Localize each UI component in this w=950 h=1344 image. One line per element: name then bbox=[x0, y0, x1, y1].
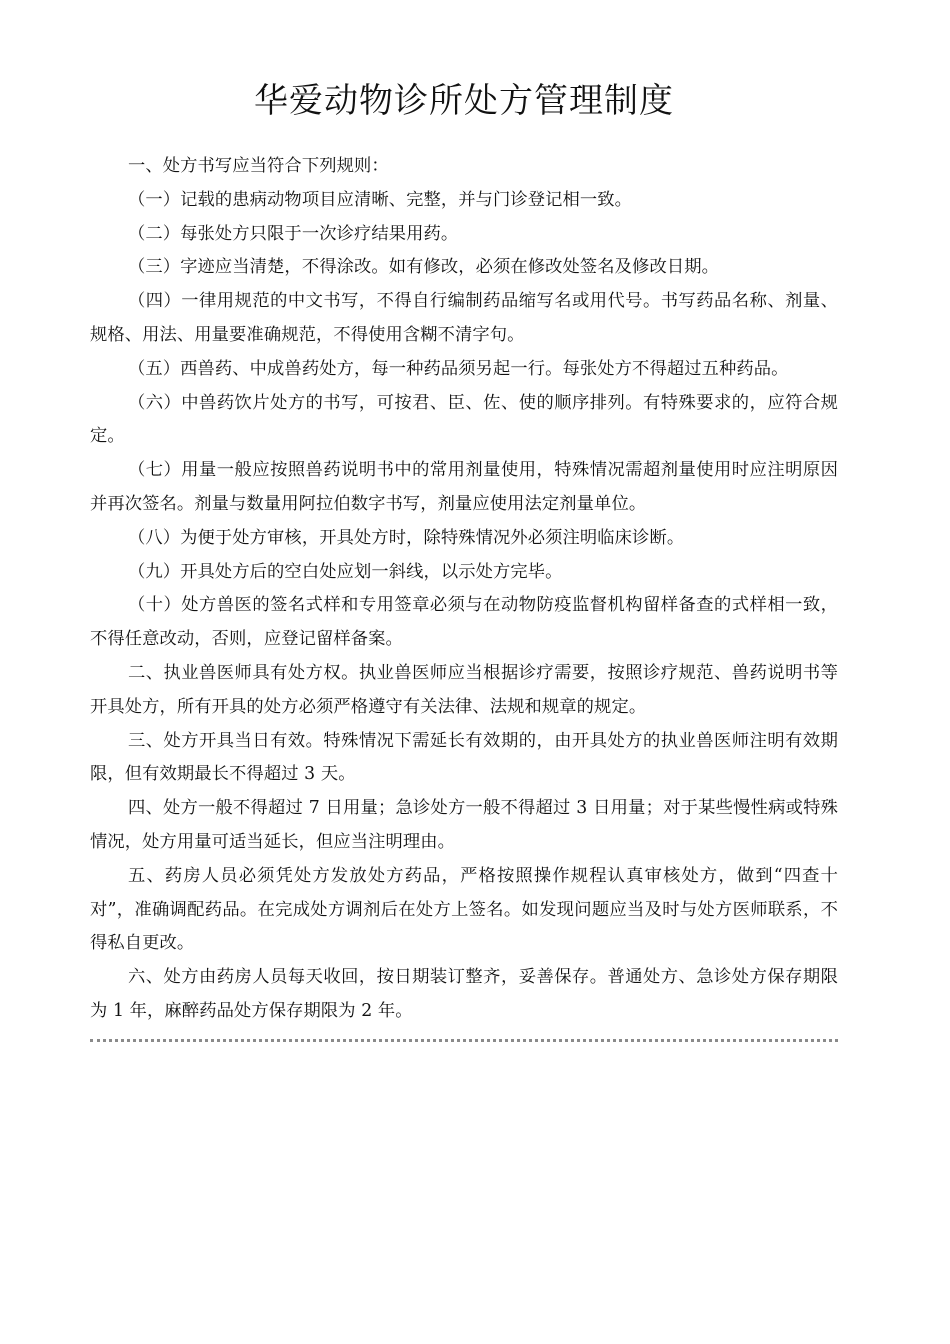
rule-item-10: （十）处方兽医的签名式样和专用签章必须与在动物防疫监督机构留样备查的式样相一致，不得任意改动，否则，应登记留样备案。 bbox=[90, 595, 838, 650]
rule-item-4: （四）一律用规范的中文书写，不得自行编制药品缩写名或用代号。书写药品名称、剂量、规格、用法、用量要准确规范，不得使用含糊不清字句。 bbox=[90, 291, 838, 345]
rule-item-5: （五）西兽药、中成兽药处方，每一种药品须另起一行。每张处方不得超过五种药品。 bbox=[128, 358, 789, 379]
section-4: 四、处方一般不得超过 7 日用量；急诊处方一般不得超过 3 日用量；对于某些慢性病或特殊情况，处方用量可适当延长，但应当注明理由。 bbox=[90, 798, 838, 852]
rule-item-6: （六）中兽药饮片处方的书写，可按君、臣、佐、使的顺序排列。有特殊要求的，应符合规定。 bbox=[90, 392, 838, 447]
section-3: 三、处方开具当日有效。特殊情况下需延长有效期的，由开具处方的执业兽医师注明有效期限，但有效期最长不得超过 3 天。 bbox=[90, 730, 838, 785]
rule-item-2: （二）每张处方只限于一次诊疗结果用药。 bbox=[128, 223, 459, 244]
section-6: 六、处方由药房人员每天收回，按日期装订整齐，妥善保存。普通处方、急诊处方保存期限为 1 年，麻醉药品处方保存期限为 2 年。 bbox=[90, 967, 838, 1021]
rule-item-9: （九）开具处方后的空白处应划一斜线，以示处方完毕。 bbox=[128, 561, 563, 582]
document-page bbox=[90, 76, 838, 1042]
rule-item-7: （七）用量一般应按照兽药说明书中的常用剂量使用，特殊情况需超剂量使用时应注明原因并再次签名。剂量与数量用阿拉伯数字书写，剂量应使用法定剂量单位。 bbox=[90, 460, 838, 514]
section-5: 五、药房人员必须凭处方发放处方药品，严格按照操作规程认真审核处方，做到“四查十对”，准确调配药品。在完成处方调剂后在处方上签名。如发现问题应当及时与处方医师联系，不得私自更改。 bbox=[90, 865, 838, 954]
rule-item-3: （三）字迹应当清楚，不得涂改。如有修改，必须在修改处签名及修改日期。 bbox=[128, 257, 719, 278]
document-title: 华爱动物诊所处方管理制度 bbox=[254, 81, 674, 121]
section-1-heading: 一、处方书写应当符合下列规则： bbox=[128, 156, 389, 176]
rule-item-8: （八）为便于处方审核，开具处方时，除特殊情况外必须注明临床诊断。 bbox=[128, 527, 685, 548]
dotted-divider bbox=[90, 1039, 838, 1042]
rule-item-1: （一）记载的患病动物项目应清晰、完整，并与门诊登记相一致。 bbox=[128, 189, 633, 210]
section-2: 二、执业兽医师具有处方权。执业兽医师应当根据诊疗需要，按照诊疗规范、兽药说明书等开具处方，所有开具的处方必须严格遵守有关法律、法规和规章的规定。 bbox=[90, 662, 838, 717]
